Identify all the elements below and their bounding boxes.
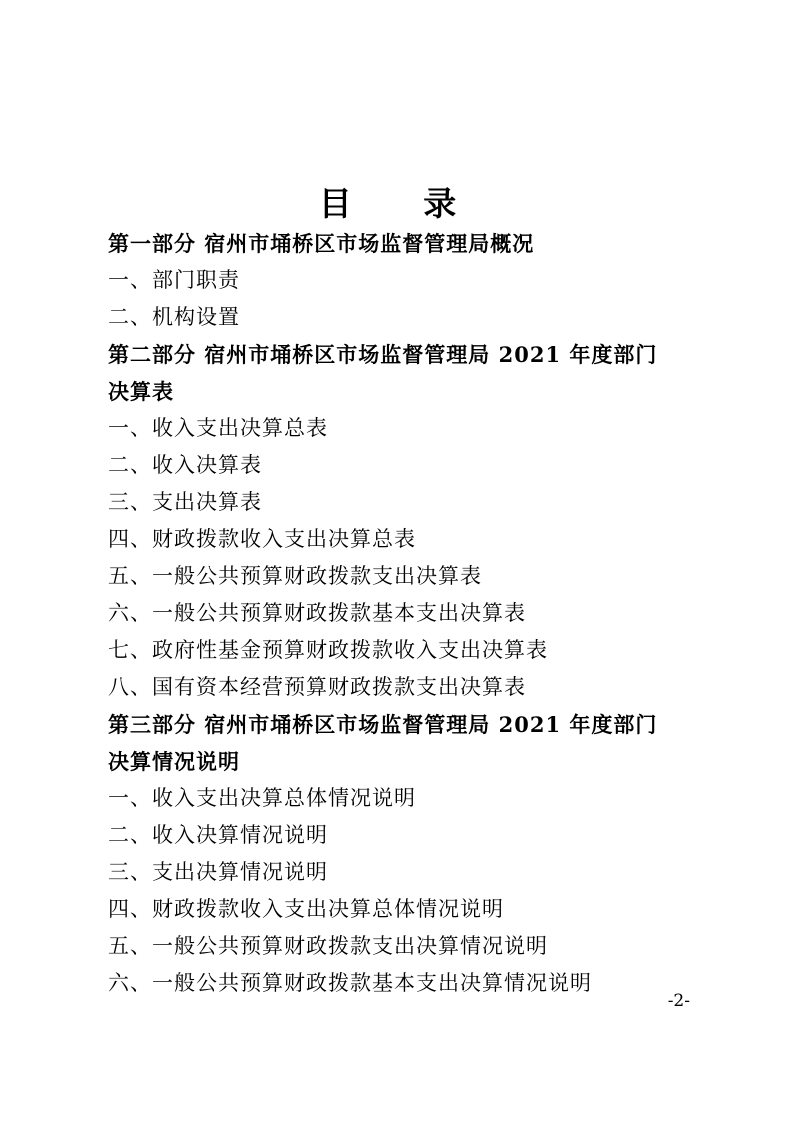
toc-item: 四、财政拨款收入支出决算总表 xyxy=(108,527,416,551)
toc-item: 六、一般公共预算财政拨款基本支出决算情况说明 xyxy=(108,971,592,995)
table-of-contents xyxy=(108,225,708,1002)
toc-item: 五、一般公共预算财政拨款支出决算表 xyxy=(108,564,482,588)
page-title: 目 录 xyxy=(318,184,487,223)
toc-item: 六、一般公共预算财政拨款基本支出决算表 xyxy=(108,601,526,625)
toc-item: 四、财政拨款收入支出决算总体情况说明 xyxy=(108,897,504,921)
toc-part-heading: 第一部分 宿州市埇桥区市场监督管理局概况 xyxy=(108,231,535,256)
toc-item: 三、支出决算表 xyxy=(108,490,262,514)
toc-item: 五、一般公共预算财政拨款支出决算情况说明 xyxy=(108,934,548,958)
toc-item: 一、收入支出决算总表 xyxy=(108,416,328,440)
toc-item: 三、支出决算情况说明 xyxy=(108,860,328,884)
toc-item: 二、收入决算表 xyxy=(108,453,262,477)
toc-part-heading: 第三部分 宿州市埇桥区市场监督管理局 2021 年度部门 xyxy=(108,712,658,737)
toc-item: 八、国有资本经营预算财政拨款支出决算表 xyxy=(108,675,526,699)
toc-item: 一、收入支出决算总体情况说明 xyxy=(108,786,416,810)
toc-item: 一、部门职责 xyxy=(108,268,240,292)
toc-item: 七、政府性基金预算财政拨款收入支出决算表 xyxy=(108,638,548,662)
page-number: -2- xyxy=(667,991,690,1011)
toc-item: 二、机构设置 xyxy=(108,305,240,329)
toc-part-heading: 决算表 xyxy=(108,379,174,404)
toc-part-heading: 决算情况说明 xyxy=(108,749,240,774)
toc-part-heading: 第二部分 宿州市埇桥区市场监督管理局 2021 年度部门 xyxy=(108,342,658,367)
toc-item: 二、收入决算情况说明 xyxy=(108,823,328,847)
